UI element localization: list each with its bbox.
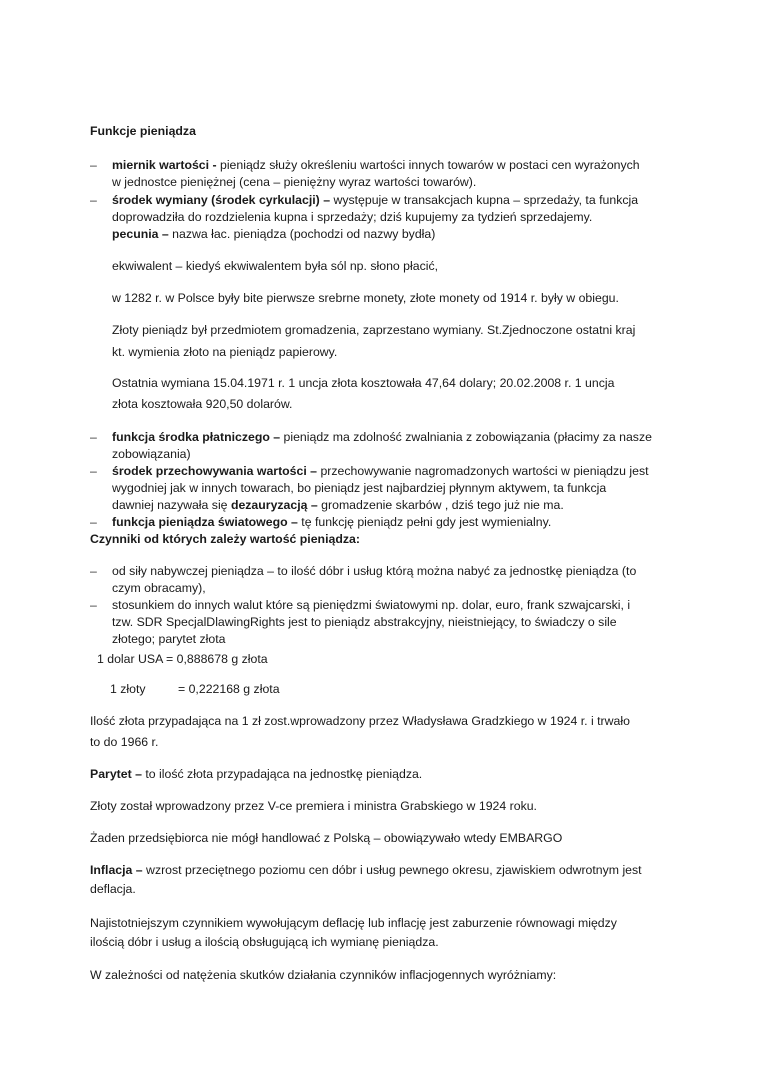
paragraph: Parytet – to ilość złota przypadająca na jednostkę pieniądza.	[90, 767, 423, 781]
bullet-dash: –	[90, 158, 97, 172]
paragraph: w 1282 r. w Polsce były bite pierwsze srebrne monety, złote monety od 1914 r. były w obiegu.	[112, 291, 619, 305]
paragraph: Najistotniejszym czynnikiem wywołującym deflację lub inflację jest zaburzenie równowagi między	[90, 916, 617, 930]
list-item-cont: pecunia – nazwa łac. pieniądza (pochodzi od nazwy bydła)	[112, 227, 436, 241]
paragraph: Złoty został wprowadzony przez V-ce premiera i ministra Grabskiego w 1924 roku.	[90, 799, 537, 813]
paragraph: Żaden przedsiębiorca nie mógł handlować z Polską – obowiązywało wtedy EMBARGO	[90, 831, 563, 845]
list-item-cont: złotego; parytet złota	[112, 632, 226, 646]
section-heading: Czynniki od których zależy wartość pieniądza:	[90, 532, 360, 546]
list-item-cont: dawniej nazywała się dezauryzacją – gromadzenie skarbów , dziś tego już nie ma.	[112, 498, 564, 512]
list-item: od siły nabywczej pieniądza – to ilość dóbr i usług którą można nabyć za jednostkę pieniądza (to	[112, 564, 637, 578]
paragraph: deflacja.	[90, 882, 136, 896]
bullet-dash: –	[90, 564, 97, 578]
paragraph: to do 1966 r.	[90, 735, 159, 749]
list-item-cont: zobowiązania)	[112, 447, 191, 461]
list-item-cont: doprowadziła do rozdzielenia kupna i sprzedaży; dziś kupujemy za tydzień sprzedajemy.	[112, 210, 593, 224]
list-item: stosunkiem do innych walut które są pieniędzmi światowymi np. dolar, euro, frank szwajcarski, i	[112, 598, 631, 612]
list-item-cont: w jednostce pieniężnej (cena – pieniężny wyraz wartości towarów).	[112, 175, 477, 189]
bullet-dash: –	[90, 515, 97, 529]
paragraph: Ostatnia wymiana 15.04.1971 r. 1 uncja złota kosztowała 47,64 dolary; 20.02.2008 r. 1 uncja	[112, 376, 615, 390]
bullet-dash: –	[90, 598, 97, 612]
paragraph: Ilość złota przypadająca na 1 zł zost.wprowadzony przez Władysława Gradzkiego w 1924 r. i trwało	[90, 714, 630, 728]
list-item-cont: czym obracamy),	[112, 581, 206, 595]
list-item: funkcja środka płatniczego – pieniądz ma zdolność zwalniania z zobowiązania (płacimy za nasze	[112, 430, 652, 444]
list-item-cont: wygodniej jak w innych towarach, bo pieniądz jest najbardziej płynnym aktywem, ta funkcja	[112, 481, 607, 495]
paragraph: Inflacja – wzrost przeciętnego poziomu cen dóbr i usług pewnego okresu, zjawiskiem odwrotnym jest	[90, 863, 642, 877]
exchange-rate: 1 dolar USA = 0,888678 g złota	[97, 652, 268, 666]
paragraph: Złoty pieniądz był przedmiotem gromadzenia, zaprzestano wymiany. St.Zjednoczone ostatni kraj	[112, 323, 636, 337]
list-item: miernik wartości - pieniądz służy określeniu wartości innych towarów w postaci cen wyrażonych	[112, 158, 640, 172]
paragraph: ekwiwalent – kiedyś ekwiwalentem była sól np. słono płacić,	[112, 259, 439, 273]
list-item: funkcja pieniądza światowego – tę funkcję pieniądz pełni gdy jest wymienialny.	[112, 515, 552, 529]
list-item: środek przechowywania wartości – przechowywanie nagromadzonych wartości w pieniądzu jest	[112, 464, 649, 478]
paragraph: W zależności od natężenia skutków działania czynników inflacjogennych wyróżniamy:	[90, 968, 557, 982]
list-item-cont: tzw. SDR SpecjalDlawingRights jest to pieniądz abstrakcyjny, nieistniejący, to świadczy o sile	[112, 615, 617, 629]
list-item: środek wymiany (środek cyrkulacji) – występuje w transakcjach kupna – sprzedaży, ta funkcja	[112, 193, 639, 207]
page-title: Funkcje pieniądza	[90, 124, 196, 138]
paragraph: kt. wymienia złoto na pieniądz papierowy.	[112, 345, 338, 359]
bullet-dash: –	[90, 193, 97, 207]
exchange-rate-label: 1 złoty	[110, 682, 146, 696]
paragraph: ilością dóbr i usług a ilością obsługującą ich wymianę pieniądza.	[90, 935, 439, 949]
bullet-dash: –	[90, 464, 97, 478]
bullet-dash: –	[90, 430, 97, 444]
paragraph: złota kosztowała 920,50 dolarów.	[112, 397, 293, 411]
exchange-rate-value: = 0,222168 g złota	[178, 682, 280, 696]
